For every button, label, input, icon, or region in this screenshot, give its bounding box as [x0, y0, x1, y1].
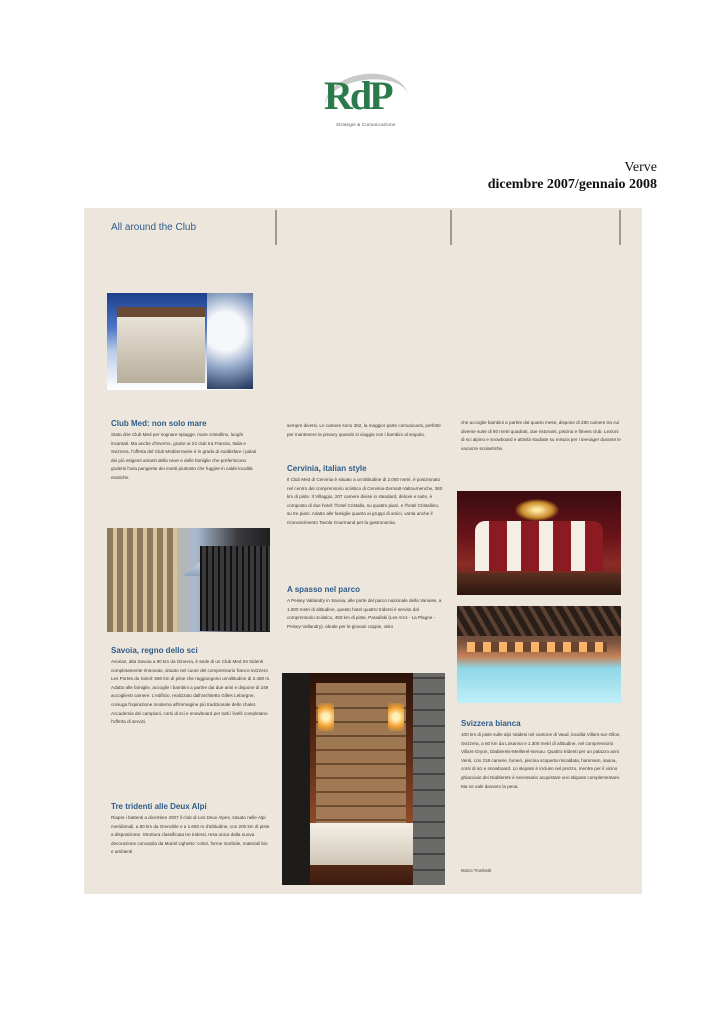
header-divider: [450, 210, 452, 245]
article-continued: [287, 422, 445, 439]
article-savoia: [111, 646, 271, 727]
article-title: Cervinia, italian style: [287, 464, 367, 473]
article-body: A Peisey Vallandry in Savoia, alle porte del parco nazionale della Vanoise, a 1.600 metri di altitudine, questo hotel quattro tridenti è servito dal comprensorio sciistico, 450 km di piste, Paradiski (Les Arcs - La Plagne - Peisey-Vallandry). Ideale per le giovani coppie, visto: [287, 598, 442, 629]
logo-text: RdP: [324, 73, 391, 118]
article-tre-tridenti: [111, 802, 271, 857]
section-title: All around the Club: [111, 222, 197, 233]
rdp-logo: [318, 68, 414, 134]
photo-alpine-street: [107, 528, 270, 632]
photo-dining-hall: [457, 491, 621, 595]
article-body: Riapre i battenti a dicembre 2007 il club di Les Deux Alpes, situato nelle Alpi meridionali, a 80 km da Grenoble e a 1.650 m d'altitudine, con 200 km di piste a disposizione. Struttura classificata tre tridenti, resa unica dalla nuova decorazione concepita da Muriel Ughetto: colori, forme morbide, materiali bio e ambienti: [111, 815, 270, 855]
article-title: Savoia, regno dello sci: [111, 646, 198, 655]
magazine-page: [84, 208, 642, 894]
article-body: 100 km di piste sulle alpi Valdesi nel cantone di Vaud, località Villars-sur-Ollon, Svizzera, a 60 km da Losanna e 1.300 metri di altitudine, nel comprensorio Villars-Gryon, Diablerets-Meillerel-Isenau. Quattro tridenti per un palazzo anni Venti, con 218 camere, fumeri, piscina scoperta riscaldata, hammam, sauna, corsi di sci e snowboard. Lo skipass è incluso nel prezzo, mentre per il vicino ghiacciaio dei Diablerets è necessario acquistare uno skipass complementare. Ma ne vale davvero la pena.: [461, 732, 621, 789]
publication-date: dicembre 2007/gennaio 2008: [487, 177, 657, 192]
publication-name: Verve: [624, 160, 657, 175]
article-continued: [461, 419, 623, 453]
article-title: Svizzera bianca: [461, 719, 521, 728]
header-divider: [275, 210, 277, 245]
article-body: che accoglie bambini a partire dal quarto mese, dispone di 280 camere tra cui diverse suite di 60 metri quadrati, due ristoranti, piscina e fitness club. Lezioni di sci alpino e snowboard e attività studiate su misura per i teenager durante le vacanze scolastiche.: [461, 420, 621, 451]
article-svizzera: [461, 719, 623, 791]
article-parco: [287, 585, 445, 631]
logo-tagline: Strategie & Comunicazione: [336, 122, 396, 127]
article-title: Club Med: non solo mare: [111, 419, 207, 428]
photo-snowy-hotel: [107, 293, 253, 390]
author-signature: Marco Trombetti: [461, 868, 492, 873]
header-divider: [619, 210, 621, 245]
photo-indoor-pool: [457, 606, 621, 703]
article-title: A spasso nel parco: [287, 585, 361, 594]
article-body: sempre diversi. Le camere sono 362, la maggior parte comunicanti, perfette per mantenere la privacy quando si viaggia con i bambini al seguito.: [287, 423, 441, 437]
article-title: Tre tridenti alle Deux Alpi: [111, 802, 207, 811]
photo-restaurant: [282, 673, 445, 885]
article-cervinia: [287, 464, 445, 528]
article-club-med: [111, 419, 261, 483]
article-body: Il Club Med di Cervinia è situato a un'altitudine di 2.050 metri, è posizionato nel centro del comprensorio sciistico di Cervinia-Zermatt-Valtournenche, 360 km di piste. Il Villaggio, 207 camere divise in standard, deluxe e suite, è composto di due hotel: l'hotel Cristallo, su quattro piani, e l'hotel Cristallino, su tre piani. Adatto alle famiglie quanto ai gruppi di amici, vanta anche il riconoscimento Tavola Gourmand per la gastronomia.: [287, 477, 443, 525]
article-body: Stato dire Club Med per sognare spiagge, mare cristallino, luoghi incantati. Ma anche d'inverno, grazie ai 23 club tra Francia, Italia e Svizzera, l'offerta del Club Mediterranée è in grado di soddisfare i palati dei più esigenti amanti della neve e delle famiglie che preferiscono godersi l'aria pungente dei monti piuttosto che fuggire in calde località esotiche.: [111, 432, 257, 480]
article-body: Avoriaz, alta Savoia a 90 km da Ginevra, è sede di un Club Med tre tridenti completamente rinnovato, situato nel cuore del comprensorio franco-svizzero Les Portes du Soleil: 650 km di piste che raggiungono un'altitudine di 2.480 m. Adatto alle famiglie, accoglie i bambini a partire dai due anni e dispone di 249 accoglienti camere. L'edificio, realizzato dall'architetto Gilles Leborgne, coniuga l'ispirazione moderna all'immagine più tradizionale dello chalet. Accademia dei campioni, corsi di sci e snowboard per tutti i livelli completano l'offerta di servizi.: [111, 659, 271, 725]
